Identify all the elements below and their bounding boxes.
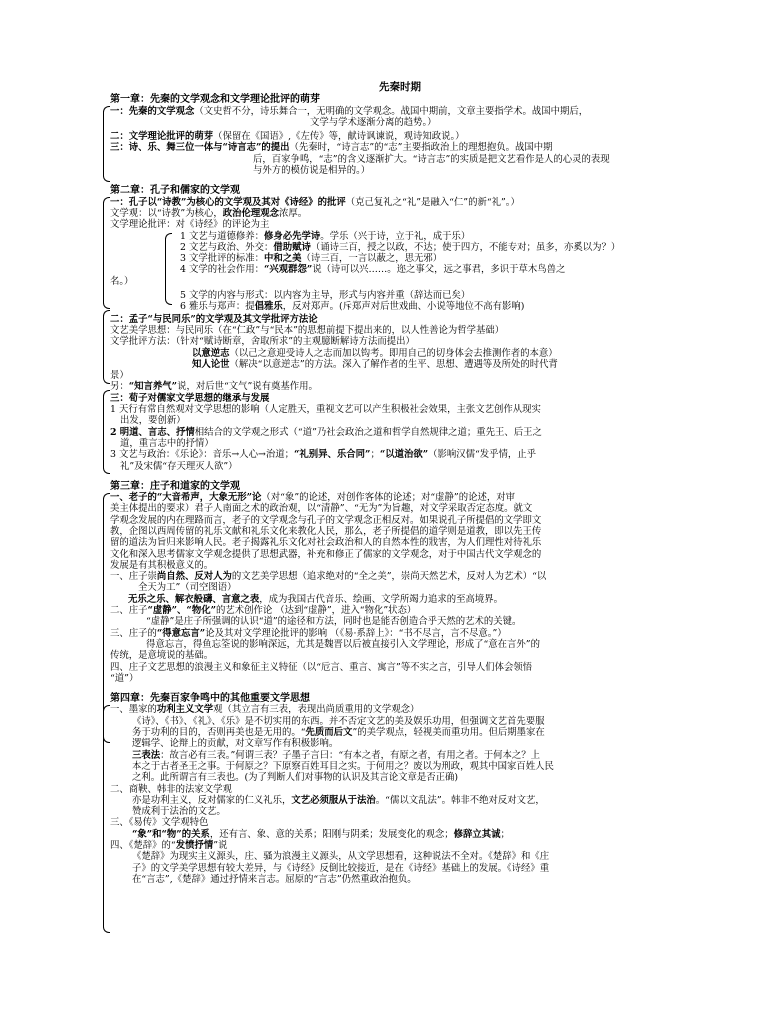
ch2-zhiyan-key: “知言养气”	[128, 381, 178, 393]
ch3-zhuangzi-4: 四、庄子文艺思想的浪漫主义和象征主义特征（以“卮言、重言、寓言”等不实之言，引导人们体会领悟	[110, 661, 533, 673]
ch2-criticism-list	[110, 231, 690, 276]
ch2-item-4-cont: 名。）	[110, 275, 134, 287]
ch2-item-1-key: 修身必先学诗	[263, 230, 321, 242]
ch4-chuci-line-3: 子》的文学美学思想有较大差异，与《诗经》反倒比较接近，是在《诗经》基础上的发展。《诗经》重	[132, 862, 550, 874]
ch4-mohist-line-3-a: 务于功利的目的，否则再美也是无用的。“	[132, 727, 306, 739]
ch4-mohist-line-3-b: ”的美学观点，轻视美而重功用。但后期墨家在	[352, 727, 545, 739]
ch2-item-3-label: 3 文学批评的标准：	[180, 253, 264, 265]
ch4-sanbiao-text: ：故言必有三表。”何谓三表？子墨子言曰：“有本之者，有原之者，有用之者。于何本之？上	[160, 749, 541, 761]
ch2-literary-view-key: 政治伦理观念	[222, 207, 279, 219]
ch2-xunzi-2-key: 2 明道、言志、抒情	[110, 426, 195, 438]
ch2-point-1	[110, 197, 690, 208]
ch2-xunzi-3-cont: 礼”及宋儒“存天理灭人欲”）	[120, 460, 238, 472]
ch3-zhuangzi-1-cont: 全天为工”（司空图语）	[138, 582, 237, 594]
ch4-legalist-b: 。“儒以文乱法”。韩非不绝对反对文艺，	[375, 794, 545, 806]
ch2-item-1	[180, 231, 690, 242]
ch3-zhuangzi-1-text: 的文艺美学思想（追求绝对的“全之美”，崇尚天然艺术，反对人为艺术）“以	[231, 571, 547, 583]
ch4-yizhuan-text	[110, 829, 690, 840]
ch4-yizhuan-key-2: 修辞立其诚	[453, 828, 501, 840]
chapter-1-brace	[103, 106, 110, 182]
chapter-2-brace-2	[103, 310, 110, 384]
ch3-zhuangzi-3-label: 三、庄子的	[110, 627, 157, 639]
chapter-2-heading: 第二章：孔子和儒家的文学观	[110, 185, 240, 197]
ch4-chuci-label: 四、《楚辞》的“	[110, 840, 176, 851]
ch2-method: 文学批评方法：（针对“赋诗断章，舍取所求”的主观臆断解诗方法而提出）	[110, 336, 415, 348]
chapter-4-brace	[103, 705, 110, 933]
chapter-3	[110, 481, 690, 684]
ch2-item-6-key: 倡雅乐	[254, 301, 283, 313]
ch2-zhirenlunshi-cont: 景）	[110, 370, 129, 382]
ch3-zhuangzi-4-cont: “道”）	[110, 672, 139, 684]
ch3-laozi-text: （对“象”的论述，对创作客体的论述；对“虚静”的论述，对审	[261, 492, 515, 504]
ch3-zhuangzi-3-key: “得意忘言”	[156, 627, 206, 639]
ch4-chuci-end: ”说	[213, 840, 228, 851]
ch3-zhuangzi-1-key: 尚自然、反对人为	[156, 571, 232, 583]
ch1-point-1	[110, 106, 690, 117]
ch4-mohist-line-4: 逻辑学、论辩上的贡献，对文章写作有积极影响。	[132, 738, 339, 750]
ch3-laozi	[110, 492, 690, 503]
ch2-item-4	[180, 264, 690, 275]
ch2-xunzi-3	[110, 449, 690, 460]
ch3-laozi-line-7: 文化和深入思考儒家文学观念提供了思想武器，补充和修正了儒家的文学观念，对于中国古代文学观念的	[110, 548, 542, 560]
ch3-zhuangzi-2-text: 的艺术创作论 （达到“虚静”，进入“物化”状态）	[215, 605, 417, 617]
ch4-chuci-line-2: 《楚辞》为现实主义源头，庄、骚为浪漫主义源头，从文学思想看，这种说法不全对。《楚辞》和《庄	[132, 851, 550, 863]
ch4-sanbiao-line-2: 本之于古者圣王之事。于何原之？下原察百姓耳目之实。于何用之？废以为刑政，观其中国家百姓人民	[132, 760, 554, 772]
ch1-point-2	[110, 131, 690, 142]
ch2-xunzi-2-cont: 道，重言志中的抒情）	[120, 437, 214, 449]
ch2-item-4-key: “兴观群怨”	[263, 264, 313, 276]
ch3-zhuangzi-3-cont-1: 得意忘言，得鱼忘筌说的影响深远，尤其是魏晋以后被直接引入文学理论，形成了“意在言外”的	[146, 638, 540, 650]
ch2-xunzi-3-text: （影响汉儒“发乎情，止乎	[428, 449, 537, 461]
ch3-laozi-title: 一、老子的“大音希声，大象无形”论	[110, 492, 262, 504]
chapter-2	[110, 185, 690, 471]
ch4-mohist-text: 观（其立言有三表，表现出尚质重用的文学观念）	[213, 704, 420, 716]
ch2-xunzi-3-label: 3 文艺与政治：《乐论》：音乐→人心→治道；	[110, 449, 295, 461]
ch3-laozi-line-3: 美主体提出的要求）君子人南面之术的政治观，以“清静”、“无为”为旨趣，对文学采取否定态度。就文	[110, 503, 533, 515]
ch2-item-2-key: 借助赋诗	[273, 241, 311, 253]
chapter-1	[110, 94, 690, 176]
ch3-zhuangzi-1-label: 一、庄子崇	[110, 571, 157, 583]
ch2-point-1-title: 一：孔子以“诗教”为核心的文学观及其对《诗经》的批评	[110, 196, 346, 208]
ch4-mohist	[110, 704, 690, 715]
ch4-legalist-cont: 赞成利于法治的文艺。	[132, 806, 226, 818]
ch4-chuci	[110, 840, 690, 851]
ch2-item-1-label: 1 文艺与道德修养：	[180, 230, 264, 242]
ch4-legalist-text	[110, 795, 690, 806]
ch2-yiyinizhi	[110, 348, 690, 359]
ch2-item-3-key: 中和之美	[263, 253, 302, 265]
ch2-item-2	[180, 242, 690, 253]
ch3-zhuangzi-3	[110, 628, 690, 639]
ch4-yizhuan-key-1: “象”和“物”的关系	[132, 828, 210, 840]
chapter-2-brace-3	[103, 390, 110, 474]
chapter-3-heading: 第三章：庄子和道家的文学观	[110, 480, 240, 492]
ch2-aesthetics: 文艺美学思想：与民同乐（在“仁政”与“民本”的思想前提下提出来的，以人性善论为哲学基础）	[110, 324, 505, 336]
ch3-zhuangzi-1	[110, 571, 690, 582]
ch2-xunzi-3-key-1: “礼别异、乐合同”	[294, 449, 371, 461]
chapter-1-heading: 第一章：先秦的文学观念和文学理论批评的萌芽	[110, 94, 320, 106]
ch2-item-6-text: ，反对郑声。(斥郑声对后世戏曲、小说等地位不高有影响)	[282, 301, 525, 313]
ch2-xunzi-1: 1 天行有常自然观对文学思想的影响（人定胜天，重视文艺可以产生积极社会效果，主张文艺创作从现实	[110, 404, 541, 416]
ch2-item-6	[180, 301, 690, 312]
ch4-yizhuan: 三、《易传》文学观特色	[110, 817, 209, 829]
ch2-criticism-brace	[165, 233, 172, 305]
ch2-xunzi-3-sep: ；	[370, 449, 380, 461]
ch4-mohist-key: 功利主义文学	[156, 704, 214, 716]
ch2-zhirenlunshi-text: （解决“以意逆志”的方法。深入了解作者的生平、思想、遭遇等及所处的时代背	[229, 358, 558, 370]
ch4-mohist-line-3-key: 先质而后文	[305, 727, 353, 739]
ch4-mohist-line-2: 《诗》、《书》、《礼》、《乐》是不切实用的东西。并不否定文艺的美及娱乐功用，但强调文艺首先要服	[132, 715, 545, 727]
ch3-zhuangzi-3-cont-2: 传统，是意境说的基础。	[110, 650, 214, 662]
ch2-literary-view-text: 文学观：以“诗教”为核心，	[110, 207, 223, 219]
ch4-mohist-line-3	[110, 727, 690, 738]
ch4-sanbiao	[110, 750, 690, 761]
ch4-legalist-key: 文艺必须服从于法治	[291, 794, 376, 806]
ch2-item-3	[180, 253, 690, 264]
ch4-mohist-label: 一、墨家的	[110, 704, 157, 716]
ch4-yizhuan-b: ；	[500, 828, 510, 840]
ch4-chuci-line-4: 在“言志”,《楚辞》通过抒情来言志。屈原的“言志”仍然重政治抱负。	[132, 873, 417, 885]
ch2-criticism-list-2	[110, 290, 690, 313]
ch3-zhuangzi-2-cont: “虚静”是庄子所强调的认识“道”的途径和方法，同时也是能否创造合乎天然的艺术的关键。	[146, 616, 522, 628]
ch2-yiyinizhi-key: 以意逆志	[192, 347, 230, 359]
ch2-point-2: 二：孟子“与民同乐”的文学观及其文学批评方法论	[110, 313, 318, 325]
ch1-point-3	[110, 142, 690, 153]
ch2-item-4-label: 4 文学的社会作用：	[180, 264, 264, 276]
ch1-point-1-cont: 文学与学术逐渐分离的趋势。）	[310, 116, 437, 128]
ch2-zhiyan	[110, 381, 690, 392]
ch1-point-2-title: 二：文学理论批评的萌芽	[110, 131, 214, 143]
ch2-xunzi-2-text: 相结合的文学观之形式（“道”乃社会政治之道和哲学自然规律之道；重先王、后王之	[194, 426, 542, 438]
ch3-zhuangzi-1-realm-text: ，成为我国古代音乐、绘画、文学所竭力追求的至高境界。	[259, 593, 504, 605]
chapter-4-heading: 第四章：先秦百家争鸣中的其他重要文学思想	[110, 693, 310, 705]
ch1-point-3-title: 三：诗、乐、舞三位一体与“诗言志”的提出	[110, 142, 290, 154]
ch2-xunzi-3-key-2: “以道治欲”	[379, 449, 429, 461]
page-title: 先秦时期	[379, 81, 421, 93]
ch2-xunzi-1-cont: 出发，要创新）	[120, 415, 186, 427]
ch2-zhiyan-text: 说，对后世“文气”说有奠基作用。	[177, 381, 318, 393]
ch1-point-1-title: 一：先秦的文学观念	[110, 105, 195, 117]
ch4-sanbiao-line-3: 之利。此所谓言有三表也。(为了判断人们对事物的认识及其言论文章是否正确)	[132, 772, 459, 784]
document-body	[110, 82, 690, 885]
ch1-point-3-cont-2: 与外方的模仿说是相异的。）	[253, 165, 371, 177]
ch3-zhuangzi-2-key: “虚静”、“物化”	[147, 605, 216, 617]
ch2-yiyinizhi-text: （以己之意迎受诗人之志而加以钩考。即用自己的切身体会去推测作者的本意）	[229, 347, 558, 359]
ch3-laozi-line-4: 学观念发展的内在理路而言，老子的文学观念与孔子的文学观念正相反对。如果说孔子所提倡的文学即文	[110, 514, 542, 526]
ch2-item-5: 5 文学的内容与形式：以内容为主导，形式与内容并重（辞达而已矣）	[180, 290, 471, 302]
ch3-zhuangzi-1-realm	[110, 594, 690, 605]
ch2-item-2-text: （诵诗三百，授之以政，不达；使于四方，不能专对；虽多，亦奚以为？）	[310, 241, 621, 253]
chapter-4	[110, 693, 690, 885]
chapter-2-brace-1	[103, 197, 110, 309]
ch1-point-3-text: （先秦时，“诗言志”的“志”主要指政治上的理想抱负。战国中期	[289, 142, 553, 154]
ch2-literary-view-end: 浓厚。	[278, 207, 308, 219]
ch3-laozi-line-6: 留的道法为旨归来影响人民。老子揭露礼乐文化对社会政治和人的自然本性的戕害，为人们理性对待礼乐	[110, 537, 542, 549]
ch2-item-2-label: 2 文艺与政治、外交：	[180, 241, 274, 253]
ch2-item-4-text: 说（诗可以兴……。迩之事父，远之事君，多识于草木鸟兽之	[312, 264, 566, 276]
ch2-point-3: 三：荀子对儒家文学思想的继承与发展	[110, 392, 270, 404]
ch4-legalist: 二、商鞅、韩非的法家文学观	[110, 783, 232, 795]
ch2-item-1-text: 。学乐（兴于诗，立于礼，成于乐）	[320, 230, 471, 242]
ch3-zhuangzi-1-realm-key: 无乐之乐、解衣般礴、言意之表	[128, 593, 260, 605]
ch2-literary-view	[110, 208, 690, 219]
ch1-point-3-cont-1: 后，百家争鸣，“志”的含义逐渐扩大。“诗言志”的实质是把文艺看作是人的心灵的表现	[253, 153, 610, 165]
ch3-laozi-line-5: 教，企图以西周传留的礼乐文献和礼乐文化来教化人民，那么，老子所提倡的道学则是道教，即以先王传	[110, 525, 542, 537]
ch4-sanbiao-key: 三表法	[132, 749, 161, 761]
ch3-zhuangzi-2-label: 二、庄子	[110, 605, 148, 617]
ch3-laozi-line-8: 发展是有其积极意义的。	[110, 559, 214, 571]
ch2-zhirenlunshi	[110, 359, 690, 370]
ch2-item-6-label: 6 雅乐与郑声：提	[180, 301, 255, 313]
ch3-zhuangzi-2	[110, 605, 690, 616]
ch2-xunzi-2	[110, 427, 690, 438]
ch4-chuci-key: 发愤抒情	[175, 840, 214, 851]
ch1-point-1-text: （文史哲不分，诗乐舞合一，无明确的文学观念。战国中期前，文章主要指学术。战国中期后，	[194, 105, 589, 117]
ch2-criticism: 文学理论批评：对《诗经》的评论为主	[110, 219, 270, 231]
ch4-legalist-a: 亦是功利主义，反对儒家的仁义礼乐，	[132, 794, 292, 806]
ch2-item-3-text: （诗三百，一言以蔽之，思无邪）	[301, 253, 443, 265]
ch1-point-2-text: （保留在《国语》,《左传》等，献诗讽谏说，观诗知政说。）	[213, 131, 465, 143]
ch2-zhiyan-label: 另：	[110, 381, 129, 393]
ch2-point-1-text: （克己复礼之“礼”是融入“仁”的新“礼”。）	[345, 196, 520, 208]
ch4-yizhuan-a: ，还有言、象、意的关系；阳刚与阴柔；发展变化的观念；	[209, 828, 454, 840]
ch3-zhuangzi-3-text: 论及其对文学理论批评的影响 （《易·系辞上》：“书不尽言，言不尽意。”）	[205, 627, 507, 639]
ch2-zhirenlunshi-key: 知人论世	[192, 358, 230, 370]
